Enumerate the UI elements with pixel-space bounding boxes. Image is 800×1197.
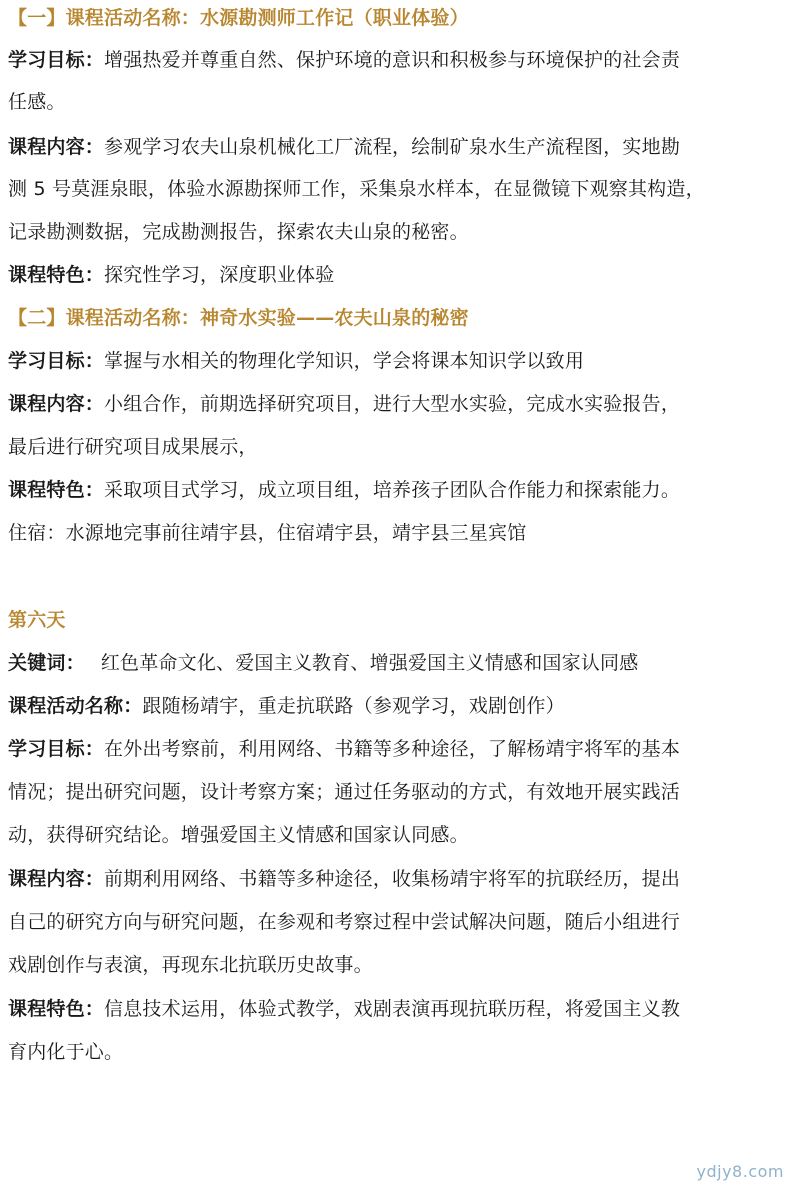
section1-content-line-3: 记录勘测数据，完成勘测报告，探索农夫山泉的秘密。 <box>8 221 469 243</box>
section1-goal-line-2: 任感。 <box>8 91 66 113</box>
section1-content-line-2: 测 5 号莫涯泉眼，体验水源勘探师工作，采集泉水样本，在显微镜下观察其构造， <box>8 178 705 200</box>
section2-content-line-1 <box>8 392 680 416</box>
day6-feature-line-2: 育内化于心。 <box>8 1041 124 1063</box>
day6-heading: 第六天 <box>8 609 66 631</box>
day6-feature-line-1 <box>8 997 680 1021</box>
section2-goal-line <box>8 349 584 373</box>
goal-label: 学习目标： <box>8 350 105 372</box>
feature-label: 课程特色： <box>8 479 105 501</box>
goal-label: 学习目标： <box>8 49 105 71</box>
activity-text: 跟随杨靖宇，重走抗联路（参观学习，戏剧创作） <box>142 695 565 717</box>
content-text: 参观学习农夫山泉机械化工厂流程，绘制矿泉水生产流程图，实地勘 <box>104 136 681 158</box>
feature-text: 探究性学习，深度职业体验 <box>104 264 335 286</box>
keyword-label: 关键词： <box>8 652 85 674</box>
day6-content-line-3: 戏剧创作与表演，再现东北抗联历史故事。 <box>8 954 373 976</box>
section1-content-line-1 <box>8 135 680 159</box>
day6-goal-line-3: 动，获得研究结论。增强爱国主义情感和国家认同感。 <box>8 824 469 846</box>
day6-activity-line <box>8 694 565 718</box>
section2-heading: 【二】课程活动名称：神奇水实验——农夫山泉的秘密 <box>8 307 469 329</box>
section1-feature-line <box>8 263 334 287</box>
content-label: 课程内容： <box>8 868 105 890</box>
section1-goal-line-1 <box>8 48 680 72</box>
section2-content-line-2: 最后进行研究项目成果展示， <box>8 436 258 458</box>
goal-label: 学习目标： <box>8 738 105 760</box>
section1-heading: 【一】课程活动名称：水源勘测师工作记（职业体验） <box>8 7 469 29</box>
goal-text: 掌握与水相关的物理化学知识，学会将课本知识学以致用 <box>104 350 585 372</box>
feature-text: 信息技术运用，体验式教学，戏剧表演再现抗联历程，将爱国主义教 <box>104 998 681 1020</box>
content-label: 课程内容： <box>8 393 105 415</box>
content-text: 小组合作，前期选择研究项目，进行大型水实验，完成水实验报告， <box>104 393 681 415</box>
watermark: ydjy8.com <box>696 1162 784 1181</box>
goal-text: 在外出考察前，利用网络、书籍等多种途径，了解杨靖宇将军的基本 <box>104 738 681 760</box>
content-label: 课程内容： <box>8 136 105 158</box>
day6-keyword-line <box>8 651 638 675</box>
activity-label: 课程活动名称： <box>8 695 143 717</box>
keyword-text: 红色革命文化、爱国主义教育、增强爱国主义情感和国家认同感 <box>100 652 639 674</box>
day6-content-line-1 <box>8 867 680 891</box>
day6-goal-line-2: 情况；提出研究问题，设计考察方案；通过任务驱动的方式，有效地开展实践活 <box>8 781 681 803</box>
section2-feature-line <box>8 478 680 502</box>
feature-label: 课程特色： <box>8 264 105 286</box>
feature-text: 采取项目式学习，成立项目组，培养孩子团队合作能力和探索能力。 <box>104 479 681 501</box>
feature-label: 课程特色： <box>8 998 105 1020</box>
goal-text: 增强热爱并尊重自然、保护环境的意识和积极参与环境保护的社会责 <box>104 49 681 71</box>
day6-content-line-2: 自己的研究方向与研究问题，在参观和考察过程中尝试解决问题，随后小组进行 <box>8 911 681 933</box>
day6-goal-line-1 <box>8 737 680 761</box>
content-text: 前期利用网络、书籍等多种途径，收集杨靖宇将军的抗联经历，提出 <box>104 868 681 890</box>
section2-stay-line: 住宿：水源地完事前往靖宇县，住宿靖宇县，靖宇县三星宾馆 <box>8 522 527 544</box>
